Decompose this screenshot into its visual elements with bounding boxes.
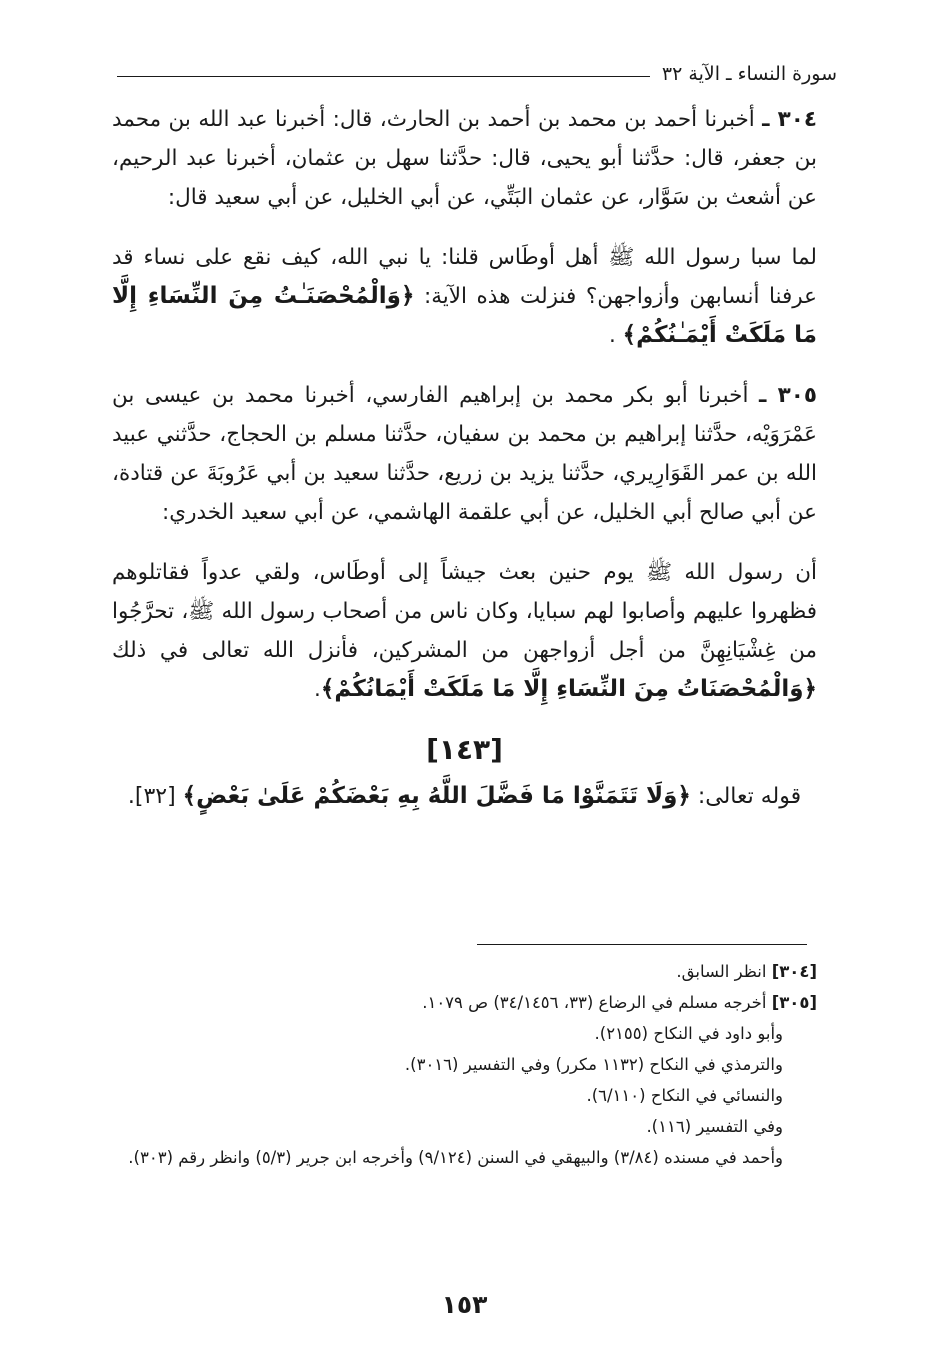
footnote-ref: [٣٠٥] (771, 993, 817, 1012)
footnote-item (112, 1018, 817, 1049)
quran-verse: ﴿وَلَا تَتَمَنَّوْا مَا فَضَّلَ اللَّهُ بِهِ بَعْضَكُمْ عَلَىٰ بَعْضٍ﴾ (182, 783, 691, 809)
footnote-ref: [٣٠٤] (771, 962, 817, 981)
footnote-text: وأبو داود في النكاح (٢١٥٥). (594, 1024, 783, 1043)
hadith-304-matn (112, 238, 817, 355)
hadith-number: ٣٠٤ ـ (762, 107, 817, 132)
hadith-number: ٣٠٥ ـ (759, 383, 817, 408)
footnote-text: انظر السابق. (676, 962, 772, 981)
running-header-title: سورة النساء ـ الآية ٣٢ (661, 63, 837, 85)
sentence-end: . (608, 323, 616, 348)
footnote-item (112, 956, 817, 987)
page-number: ١٥٣ (441, 1290, 488, 1319)
header-rule (117, 76, 650, 77)
footnote-item (112, 1111, 817, 1142)
quran-verse: ﴿وَالْمُحْصَنَاتُ مِنَ النِّسَاءِ إِلَّا مَا مَلَكَتْ أَيْمَانُكُمْ﴾ (320, 676, 817, 702)
footnote-text: أخرجه مسلم في الرضاع (٣٣، ٣٤/١٤٥٦) ص ١٠٧٩. (422, 993, 772, 1012)
quran-verse: ﴿وَالْمُحْصَنَـٰتُ مِنَ النِّسَاءِ إِلَّا مَا مَلَكَتْ أَيْمَـٰنُكُمْ﴾ (112, 283, 817, 348)
main-text (112, 100, 817, 817)
footnote-text: والنسائي في النكاح (٦/١١٠). (586, 1086, 783, 1105)
footnote-item (112, 1080, 817, 1111)
footnote-text: وفي التفسير (١١٦). (646, 1117, 783, 1136)
hadith-305-matn (112, 553, 817, 709)
footnote-item (112, 987, 817, 1018)
hadith-text: أخبرنا أبو بكر محمد بن إبراهيم الفارسي، أخبرنا محمد بن عيسى بن عَمْرَوَيْه، حدَّثنا إبراهيم بن محمد بن سفيان، حدَّثنا مسلم بن الحجاج، حدَّثني عبيد الله بن عمر القَوَارِيري، حدَّثنا يزيد بن زريع، حدَّثنا سعيد بن أبي عَرُوبَةَ عن قتادة، عن أبي صالح أبي الخليل، عن أبي علقمة الهاشمي، عن أبي سعيد الخدري: (112, 383, 817, 525)
footnote-item (112, 1142, 817, 1173)
section-verse (112, 776, 817, 817)
hadith-304-isnad (112, 100, 817, 217)
verse-reference: [٣٢]. (127, 784, 183, 809)
hadith-305-isnad (112, 376, 817, 532)
hadith-text: أن رسول الله ﷺ يوم حنين بعث جيشاً إلى أوطَاس، ولقي عدواً فقاتلوهم فظهروا عليهم وأصابوا لهم سبايا، وكان ناس من أصحاب رسول الله ﷺ، تحرَّجُوا من غِشْيَانِهِنَّ من أجل أزواجهن من المشركين، فأنزل الله تعالى في ذلك (112, 560, 817, 663)
running-header (117, 62, 837, 86)
verse-intro-text: قوله تعالى: (690, 784, 802, 809)
footnotes (112, 956, 817, 1173)
sentence-end: . (314, 677, 321, 702)
section-number: [١٤٣] (426, 733, 503, 766)
hadith-text: لما سبا رسول الله ﷺ أهل أوطَاس قلنا: يا نبي الله، كيف نقع على نساء قد عرفنا أنسابهن وأزواجهن؟ فنزلت هذه الآية: (112, 245, 817, 309)
footnote-item (112, 1049, 817, 1080)
footnote-separator (477, 944, 807, 945)
footnote-text: والترمذي في النكاح (١١٣٢ مكرر) وفي التفسير (٣٠١٦). (404, 1055, 783, 1074)
hadith-text: أخبرنا أحمد بن محمد بن أحمد بن الحارث، قال: أخبرنا عبد الله بن محمد بن جعفر، قال: حدَّثنا أبو يحيى، قال: حدَّثنا سهل بن عثمان، أخبرنا عبد الرحيم، عن أشعث بن سَوَّار، عن عثمان البَتِّي، عن أبي الخليل، عن أبي سعيد قال: (112, 107, 817, 210)
footnote-text: وأحمد في مسنده (٣/٨٤) والبيهقي في السنن (٩/١٢٤) وأخرجه ابن جرير (٥/٣) وانظر رقم (٣٠٣). (128, 1148, 783, 1167)
